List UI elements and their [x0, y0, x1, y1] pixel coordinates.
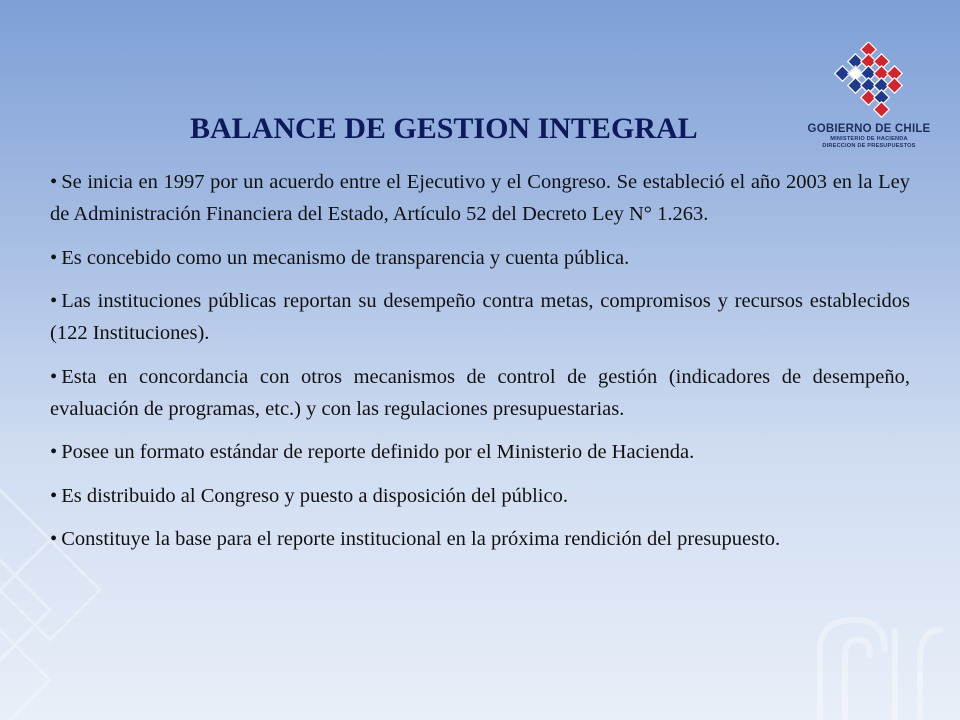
watermark-currency-symbol: [800, 610, 950, 720]
bullet-dot: •: [50, 290, 58, 312]
bullet-text: Es distribuido al Congreso y puesto a disposición del público.: [61, 484, 568, 507]
bullet-text: Las instituciones públicas reportan su desempeño contra metas, compromisos y recursos establecidos (122 Instituciones).: [50, 290, 910, 344]
bullet-text: Constituye la base para el reporte institucional en la próxima rendición del presupuesto.: [61, 528, 781, 550]
logo-direction: DIRECCION DE PRESUPUESTOS: [822, 143, 916, 149]
bullet-dot: •: [50, 246, 58, 269]
logo-emblem-icon: [824, 42, 914, 120]
bullet-dot: •: [50, 528, 58, 550]
bullet-list: [50, 166, 910, 567]
logo-name: GOBIERNO DE CHILE: [807, 123, 931, 135]
bullet-item-distribution: [50, 480, 910, 512]
bullet-text: Esta en concordancia con otros mecanismos de control de gestión (indicadores de desempeño, evaluación de programas, etc.) y con las regulaciones presupuestarias.: [50, 365, 910, 420]
bullet-item-start-1997: [50, 166, 910, 230]
page-title: BALANCE DE GESTION INTEGRAL: [190, 112, 698, 145]
bullet-dot: •: [50, 365, 58, 388]
bullet-item-standard-format: [50, 436, 910, 468]
bullet-text: Posee un formato estándar de reporte definido por el Ministerio de Hacienda.: [61, 441, 695, 463]
bullet-item-budget-basis: [50, 523, 910, 555]
bullet-item-control-mechanisms: [50, 361, 910, 425]
bullet-text: Se inicia en 1997 por un acuerdo entre el Ejecutivo y el Congreso. Se estableció el año 2003 en la Ley de Administración Financiera del Estado, Artículo 52 del Decreto Ley N° 1.263.: [50, 171, 910, 225]
logo-ministry: MINISTERIO DE HACIENDA: [830, 136, 908, 142]
bullet-dot: •: [50, 441, 58, 463]
bullet-dot: •: [50, 484, 58, 507]
bullet-item-institutions: [50, 285, 910, 349]
bullet-text: Es concebido como un mecanismo de transparencia y cuenta pública.: [61, 246, 630, 269]
bullet-dot: •: [50, 171, 58, 193]
gobierno-de-chile-logo: [806, 42, 932, 162]
bullet-item-transparency: [50, 242, 910, 274]
